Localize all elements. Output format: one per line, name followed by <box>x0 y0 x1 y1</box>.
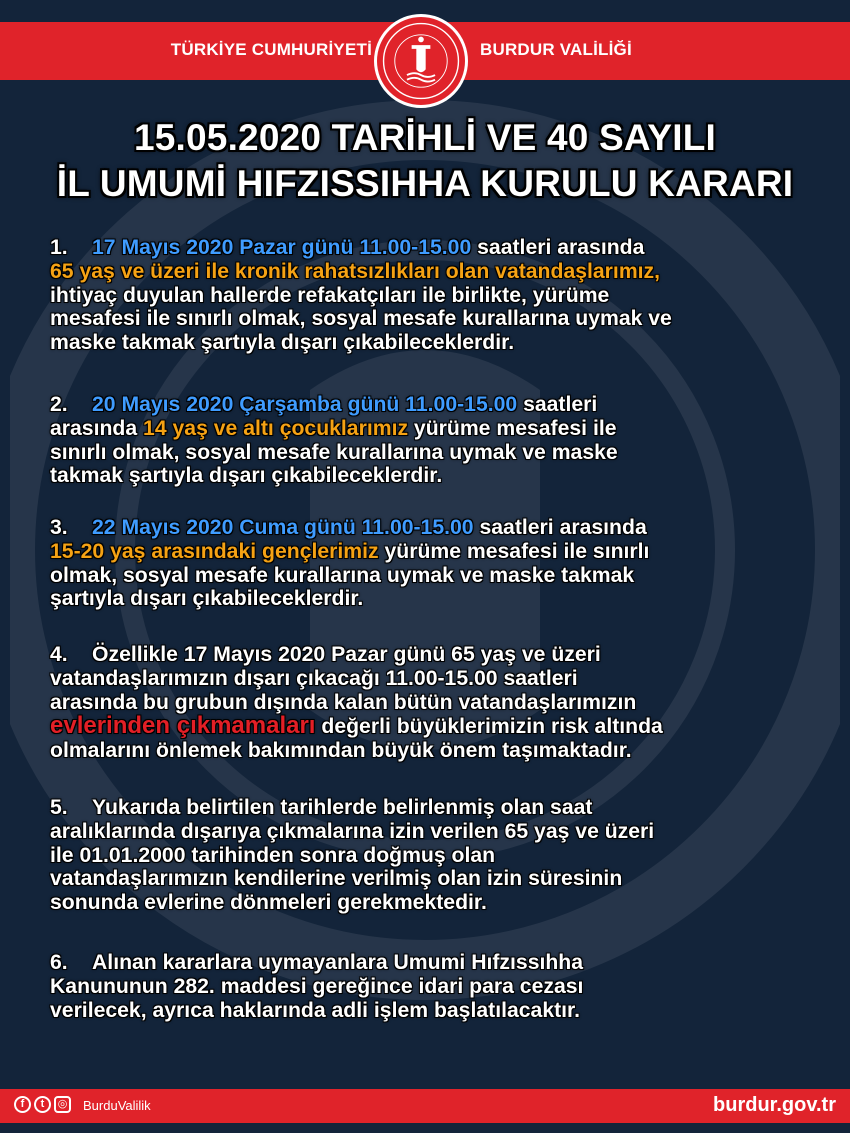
logo-emblem-icon <box>377 17 465 105</box>
item-number: 1. <box>50 236 68 259</box>
item-text: maske takmak şartıyla dışarı çıkabileceklerdir. <box>50 331 515 355</box>
item-text: vatandaşlarımızın dışarı çıkacağı 11.00-15.00 saatleri <box>50 666 578 690</box>
social-handle: BurduValilik <box>83 1098 151 1113</box>
item-date-highlight: 20 Mayıs 2020 Çarşamba günü 11.00-15.00 <box>92 393 518 416</box>
item-text: vatandaşlarımızın kendilerine verilmiş olan izin süresinin <box>50 867 623 891</box>
item-text: şartıyla dışarı çıkabileceklerdir. <box>50 587 364 611</box>
header-governorship: BURDUR VALİLİĞİ <box>480 40 632 59</box>
item-number: 2. <box>50 393 68 416</box>
item-text: sınırlı olmak, sosyal mesafe kurallarına uymak ve maske <box>50 440 618 464</box>
decision-item-5 <box>50 796 840 915</box>
item-text: Alınan kararlara uymayanlara Umumi Hıfzıssıhha <box>92 951 584 974</box>
decision-item-4 <box>50 643 840 763</box>
item-number: 5. <box>50 796 68 819</box>
item-text: saatleri arasında <box>473 516 647 539</box>
item-group-highlight: 65 yaş ve üzeri ile kronik rahatsızlıkları olan vatandaşlarımız, <box>50 259 661 283</box>
twitter-icon[interactable]: t <box>34 1096 51 1113</box>
item-text: aralıklarında dışarıya çıkmalarına izin verilen 65 yaş ve üzeri <box>50 819 655 843</box>
item-text: arasında bu grubun dışında kalan bütün vatandaşlarımızın <box>50 690 637 714</box>
instagram-icon[interactable]: ◎ <box>54 1096 71 1113</box>
burdur-governorship-logo <box>374 14 468 108</box>
item-text: ile 01.01.2000 tarihinden sonra doğmuş olan <box>50 843 496 867</box>
item-warning-highlight: evlerinden çıkmamaları <box>50 712 316 740</box>
item-text: yürüme mesafesi ile sınırlı <box>378 539 650 563</box>
item-text: mesafesi ile sınırlı olmak, sosyal mesafe kurallarına uymak ve <box>50 307 672 331</box>
facebook-icon[interactable]: f <box>14 1096 31 1113</box>
footer-bar <box>0 1089 850 1123</box>
item-text: olmalarını önlemek bakımından büyük önem taşımaktadır. <box>50 739 632 763</box>
item-number: 4. <box>50 643 68 666</box>
item-text: yürüme mesafesi ile <box>408 416 617 440</box>
decision-item-1 <box>50 236 840 355</box>
item-text: Özellikle 17 Mayıs 2020 Pazar günü 65 yaş ve üzeri <box>92 643 601 666</box>
header-country: TÜRKİYE CUMHURİYETİ <box>170 40 372 59</box>
item-text: arasında <box>50 416 144 440</box>
item-number: 3. <box>50 516 68 539</box>
social-icons <box>14 1096 71 1113</box>
decision-item-3 <box>50 516 840 611</box>
item-text: verilecek, ayrıca haklarında adli işlem başlatılacaktır. <box>50 998 581 1022</box>
item-text: ihtiyaç duyulan hallerde refakatçıları ile birlikte, yürüme <box>50 283 610 307</box>
item-date-highlight: 22 Mayıs 2020 Cuma günü 11.00-15.00 <box>92 516 474 539</box>
website-link[interactable]: burdur.gov.tr <box>713 1094 836 1116</box>
item-number: 6. <box>50 951 68 974</box>
item-text: saatleri <box>517 393 598 416</box>
item-text: olmak, sosyal mesafe kurallarına uymak ve maske takmak <box>50 563 635 587</box>
decision-item-2 <box>50 393 840 488</box>
item-date-highlight: 17 Mayıs 2020 Pazar günü 11.00-15.00 <box>92 236 472 259</box>
decision-item-6 <box>50 951 840 1022</box>
item-group-highlight: 14 yaş ve altı çocuklarımız <box>143 416 409 440</box>
title-line-1: 15.05.2020 TARİHLİ VE 40 SAYILI <box>133 117 717 158</box>
item-group-highlight: 15-20 yaş arasındaki gençlerimiz <box>50 539 379 563</box>
item-text: değerli büyüklerimizin risk altında <box>315 715 663 739</box>
item-text: takmak şartıyla dışarı çıkabileceklerdir. <box>50 464 443 488</box>
item-text: Kanununun 282. maddesi gereğince idari para cezası <box>50 974 584 998</box>
title-line-2: İL UMUMİ HIFZISSIHHA KURULU KARARI <box>56 163 794 204</box>
item-text: Yukarıda belirtilen tarihlerde belirlenmiş olan saat <box>92 796 593 819</box>
item-text: saatleri arasında <box>471 236 645 259</box>
item-text: sonunda evlerine dönmeleri gerekmektedir. <box>50 891 487 915</box>
